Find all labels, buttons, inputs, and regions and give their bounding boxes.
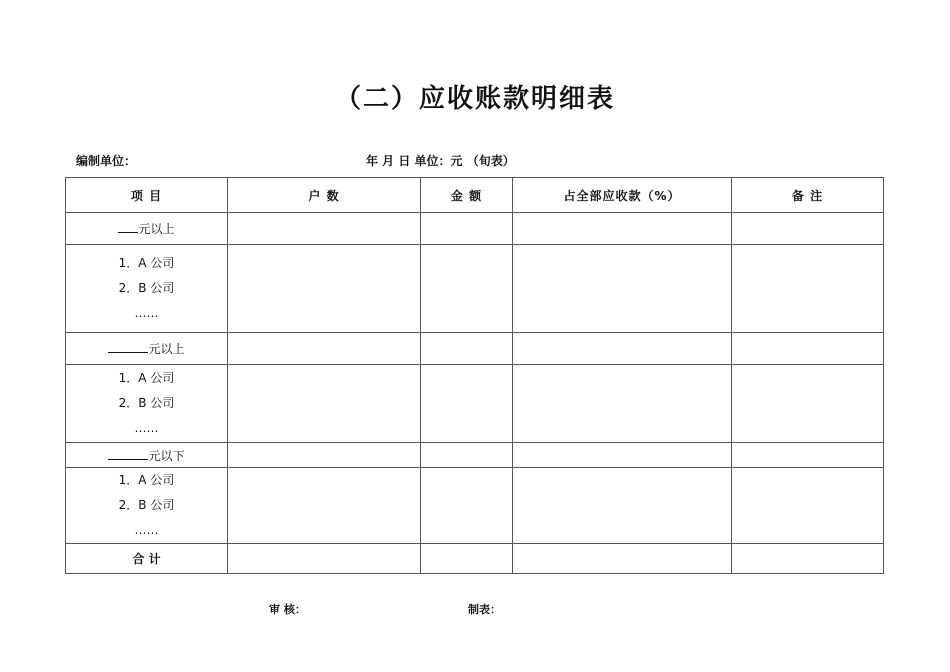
table-cell [513,213,732,245]
company-item: 1．A 公司 [118,371,175,385]
table-cell [421,333,513,365]
table-cell [228,468,421,544]
col-header-amount: 金 额 [421,178,513,213]
page-title: （二）应收账款明细表 [334,84,615,114]
receivables-table [65,177,884,574]
table-cell [513,365,732,443]
table-cell [732,333,884,365]
table-cell [228,245,421,333]
col-header-item: 项 目 [66,178,228,213]
table-cell [513,468,732,544]
table-row [66,333,884,365]
table-row [66,245,884,333]
table-cell [228,544,421,574]
table-cell [228,365,421,443]
section-label: 元以下 [148,448,185,463]
fill-blank [108,447,148,460]
total-label: 合 计 [66,544,228,574]
section-label-cell [66,333,228,365]
table-cell [421,245,513,333]
table-cell [732,443,884,468]
table-cell [732,365,884,443]
col-header-remarks: 备 注 [732,178,884,213]
table-cell [732,468,884,544]
table-cell [732,544,884,574]
table-row [66,468,884,544]
review-label: 审 核： [269,603,306,616]
total-row [66,544,884,574]
table-header-row [66,178,884,213]
table-cell [421,365,513,443]
table-cell [421,544,513,574]
company-item: 2．B 公司 [118,498,175,512]
table-cell [513,245,732,333]
company-ellipsis: …… [134,421,159,435]
company-list-cell [66,245,228,333]
company-item: 2．B 公司 [118,396,175,410]
table-row [66,213,884,245]
unit-label: 编制单位： [76,154,137,168]
company-ellipsis: …… [134,306,159,320]
table-cell [732,213,884,245]
table-cell [228,443,421,468]
fill-blank [118,220,138,233]
table-cell [228,333,421,365]
table-cell [228,213,421,245]
company-list-cell [66,365,228,443]
table-cell [513,333,732,365]
company-list-cell [66,468,228,544]
company-item: 2．B 公司 [118,281,175,295]
col-header-count: 户 数 [228,178,421,213]
table-cell [732,245,884,333]
prepared-label: 制表： [468,603,501,616]
table-cell [421,213,513,245]
section-label-cell [66,443,228,468]
section-label: 元以上 [148,342,185,356]
col-header-percent: 占全部应收款（%） [513,178,732,213]
company-item: 1．A 公司 [118,256,175,270]
table-cell [421,468,513,544]
table-cell [513,443,732,468]
table-row [66,365,884,443]
section-label: 元以上 [138,222,175,236]
table-cell [513,544,732,574]
table-row [66,443,884,468]
table-cell [421,443,513,468]
date-unit-line: 年 月 日 单位：元 （旬表） [366,154,515,168]
company-ellipsis: …… [134,523,159,537]
fill-blank [108,340,148,353]
company-item: 1．A 公司 [118,473,175,487]
section-label-cell [66,213,228,245]
